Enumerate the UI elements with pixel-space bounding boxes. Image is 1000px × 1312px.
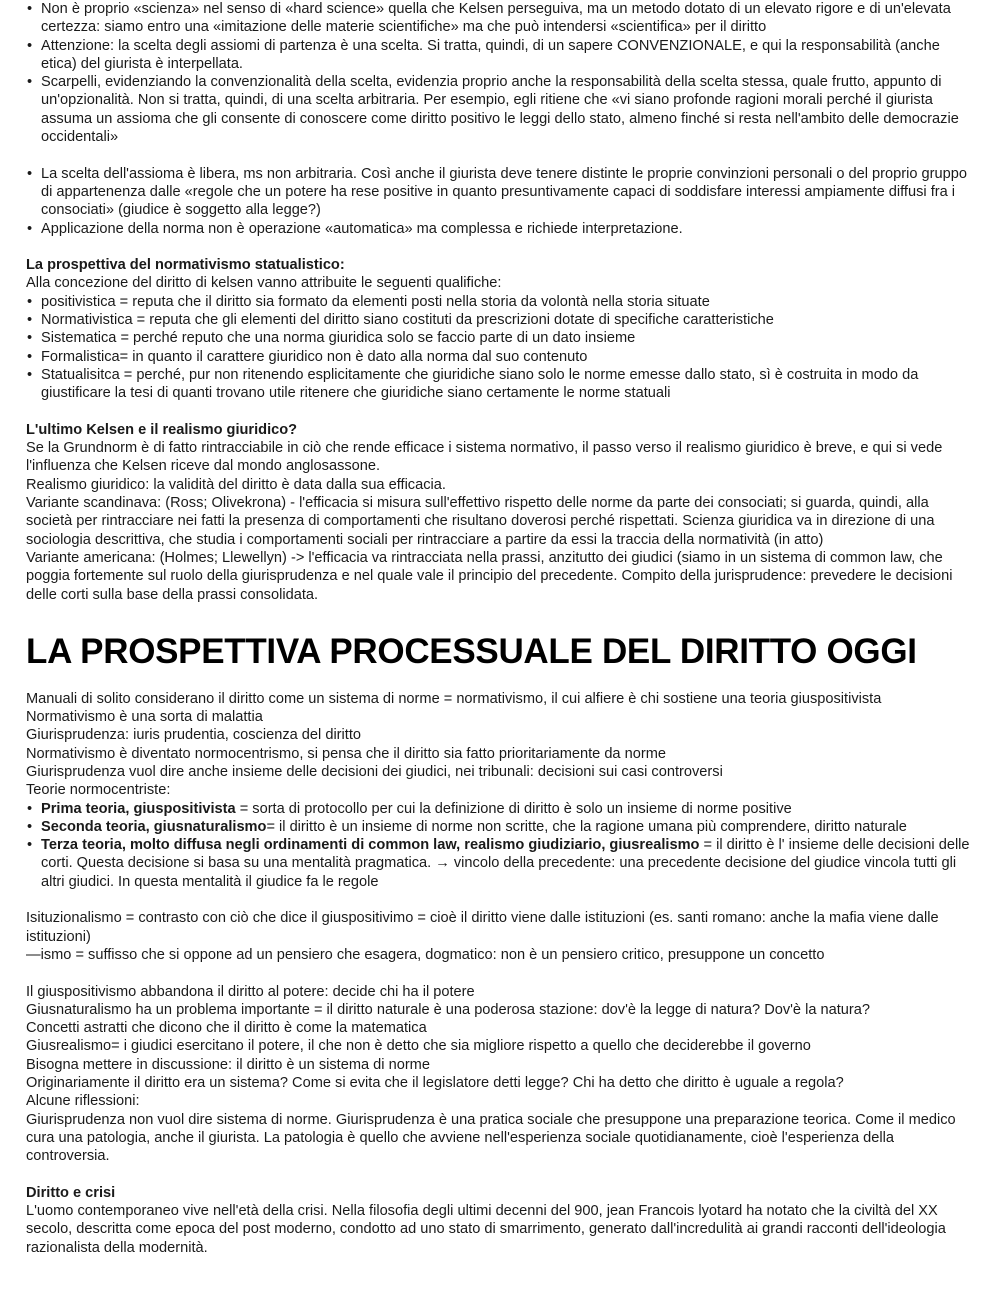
paragraph: Variante scandinava: (Ross; Olivekrona) - l'efficacia si misura sull'effettivo rispetto delle norme da parte dei consociati; si guarda, quindi, alla società per rintracciare nei fatti la presenza di comportamenti che risultano doverosi perché rispettati. Scienza giuridica va in direzione di una sociologia descrittiva, che studia i comportamenti sociali per rintracciare a partire da essi la traccia della normatività (in atto) (26, 495, 935, 548)
list-item (26, 818, 974, 836)
paragraph: Giurisprudenza non vuol dire sistema di norme. Giurisprudenza è una pratica sociale che presuppone una preparazione teorica. Come il medico cura una patologia, anche il giurista. La patologia è quello che avviene nell'esperienza sociale quotidianamente, cioè l'esperienza della controversia. (26, 1111, 956, 1165)
list-item: • positivistica = reputa che il diritto sia formato da elementi posti nella storia da volontà nella storia situate (26, 293, 974, 311)
list-item: • Normativistica = reputa che gli elementi del diritto siano costituti da prescrizioni dotate di specifiche caratteristiche (26, 311, 974, 329)
list-item (26, 836, 974, 891)
paragraph: Alla concezione del diritto di kelsen vanno attribuite le seguenti qualifiche: (26, 275, 502, 292)
paragraph: Giusrealismo= i giudici esercitano il potere, il che non è detto che sia migliore rispetto a quello che deciderebbe il governo (26, 1038, 811, 1055)
list-item: • Sistematica = perché reputo che una norma giuridica solo se faccio parte di un dato insieme (26, 329, 974, 347)
paragraph: Il giuspositivismo abbandona il diritto al potere: decide chi ha il potere (26, 983, 475, 1000)
paragraph: Se la Grundnorm è di fatto rintracciabile in ciò che rende efficace i sistema normativo, il passo verso il realismo giuridico è breve, e qui si vede l'influenza che Kelsen riceve dal mondo anglosassone. (26, 440, 943, 475)
paragraph: —ismo = suffisso che si oppone ad un pensiero che esagera, dogmatico: non è un pensiero critico, presuppone un concetto (26, 946, 825, 963)
section-heading-crisi: Diritto e crisi (26, 1184, 116, 1201)
list-item: • Scarpelli, evidenziando la convenzionalità della scelta, evidenzia proprio anche la responsabilità della scelta stessa, quale frutto, appunto di un'opzionalità. Non si tratta, quindi, di una scelta arbitraria. Per esempio, egli ritiene che «vi siano profonde ragioni morali perché il giurista assuma un assioma che gli consente di conoscere come diritto positivo le leggi dello stato, almeno finché si resta nell'ambito delle democrazie occidentali» (26, 73, 974, 146)
list-item: • Attenzione: la scelta degli assiomi di partenza è una scelta. Si tratta, quindi, di un sapere CONVENZIONALE, e qui la responsabilità (anche etica) del giurista è interpellata. (26, 37, 974, 74)
list-item: • Non è proprio «scienza» nel senso di «hard science» quella che Kelsen perseguiva, ma un metodo dotato di un elevato rigore e di un'elevata certezza: siamo entro una «imitazione delle materie scientifiche» ma che può intendersi «scientifica» per il diritto (26, 0, 974, 37)
paragraph: Originariamente il diritto era un sistema? Come si evita che il legislatore detti legge? Chi ha detto che diritto è uguale a regola? (26, 1075, 844, 1092)
paragraph: Normativismo è una sorta di malattia (26, 709, 263, 726)
paragraph: Normativismo è diventato normocentrismo, si pensa che il diritto sia fatto prioritariamente da norme (26, 745, 666, 762)
paragraph: Manuali di solito considerano il diritto come un sistema di norme = normativismo, il cui alfiere è chi sostiene una teoria giuspositivista (26, 690, 882, 707)
paragraph: Isituzionalismo = contrasto con ciò che dice il giuspositivimo = cioè il diritto viene dalle istituzioni (es. santi romano: anche la mafia viene dalle istituzioni) (26, 910, 939, 945)
paragraph: Giurisprudenza vuol dire anche insieme delle decisioni dei giudici, nei tribunali: decisioni sui casi controversi (26, 763, 723, 780)
section-heading-normativismo: La prospettiva del normativismo statualistico: (26, 257, 345, 274)
paragraph: Alcune riflessioni: (26, 1093, 140, 1110)
main-title: LA PROSPETTIVA PROCESSUALE DEL DIRITTO OGGI (26, 631, 917, 671)
top-bullet-list (26, 0, 974, 146)
second-bullet-list (26, 165, 974, 238)
theories-bullet-list (26, 800, 974, 891)
paragraph: Bisogna mettere in discussione: il diritto è un sistema di norme (26, 1056, 430, 1073)
paragraph: Variante americana: (Holmes; Llewellyn) -> l'efficacia va rintracciata nella prassi, anzitutto dei giudici (siamo in un sistema di common law, che poggia fortemente sul ruolo della giurisprudenza e nel quale vale il principio del precedente. Compito della jurisprudence: prevedere le decisioni delle corti sulla base della prassi consolidata. (26, 549, 953, 603)
theory-description: = il diritto è l' insieme delle decisioni delle corti. Questa decisione si basa su una mentalità pragmatica. → vincolo della precedente: una precedente decisione del giudice vincola tutti gli altri giudici. In questa mentalità il giudice fa le regole (41, 837, 970, 890)
list-item (26, 800, 974, 818)
paragraph: L'uomo contemporaneo vive nell'età della crisi. Nella filosofia degli ultimi decenni del 900, jean Francois lyotard ha notato che la civiltà del XX secolo, descritta come epoca del post moderno, condotto ad uno stato di smarrimento, generato dall'incredulità ai grandi racconti dell'ideologia razionalista della modernità. (26, 1203, 946, 1256)
theory-name: Seconda teoria, giusnaturalismo (41, 818, 267, 835)
theory-description: = il diritto è un insieme di norme non scritte, che la ragione umana più comprendere, diritto naturale (266, 818, 907, 835)
list-item: • Formalistica= in quanto il carattere giuridico non è dato alla norma dal suo contenuto (26, 348, 974, 366)
list-item: • La scelta dell'assioma è libera, ms non arbitraria. Così anche il giurista deve tenere distinte le proprie convinzioni personali o del proprio gruppo di appartenenza dalle «regole che un potere ha rese positive in quanto presuntivamente capaci di soddisfare interessi ampiamente diffusi fra i consociati» (giudice è soggetto alla legge?) (26, 165, 974, 220)
list-item: • Applicazione della norma non è operazione «automatica» ma complessa e richiede interpretazione. (26, 220, 974, 238)
theory-name: Terza teoria, molto diffusa negli ordinamenti di common law, realismo giudiziario, giusrealismo (41, 837, 700, 854)
paragraph: Realismo giuridico: la validità del diritto è data dalla sua efficacia. (26, 476, 446, 493)
section-heading-kelsen: L'ultimo Kelsen e il realismo giuridico? (26, 421, 298, 438)
paragraph: Concetti astratti che dicono che il diritto è come la matematica (26, 1020, 427, 1037)
paragraph: Giusnaturalismo ha un problema importante = il diritto naturale è una poderosa stazione: dov'è la legge di natura? Dov'è la natura? (26, 1001, 871, 1018)
theory-description: = sorta di protocollo per cui la definizione di diritto è solo un insieme di norme positive (235, 800, 792, 817)
paragraph: Teorie normocentriste: (26, 782, 171, 799)
paragraph: Giurisprudenza: iuris prudentia, coscienza del diritto (26, 727, 362, 744)
normativismo-bullet-list (26, 293, 974, 403)
list-item: • Statualisitca = perché, pur non ritenendo esplicitamente che giuridiche siano solo le norme emesse dallo stato, sì è costruita in modo da giustificare la tesi di quanti trovano utile ritenere che giuridiche siano certamente le norme statuali (26, 366, 974, 403)
theory-name: Prima teoria, giuspositivista (41, 800, 236, 817)
